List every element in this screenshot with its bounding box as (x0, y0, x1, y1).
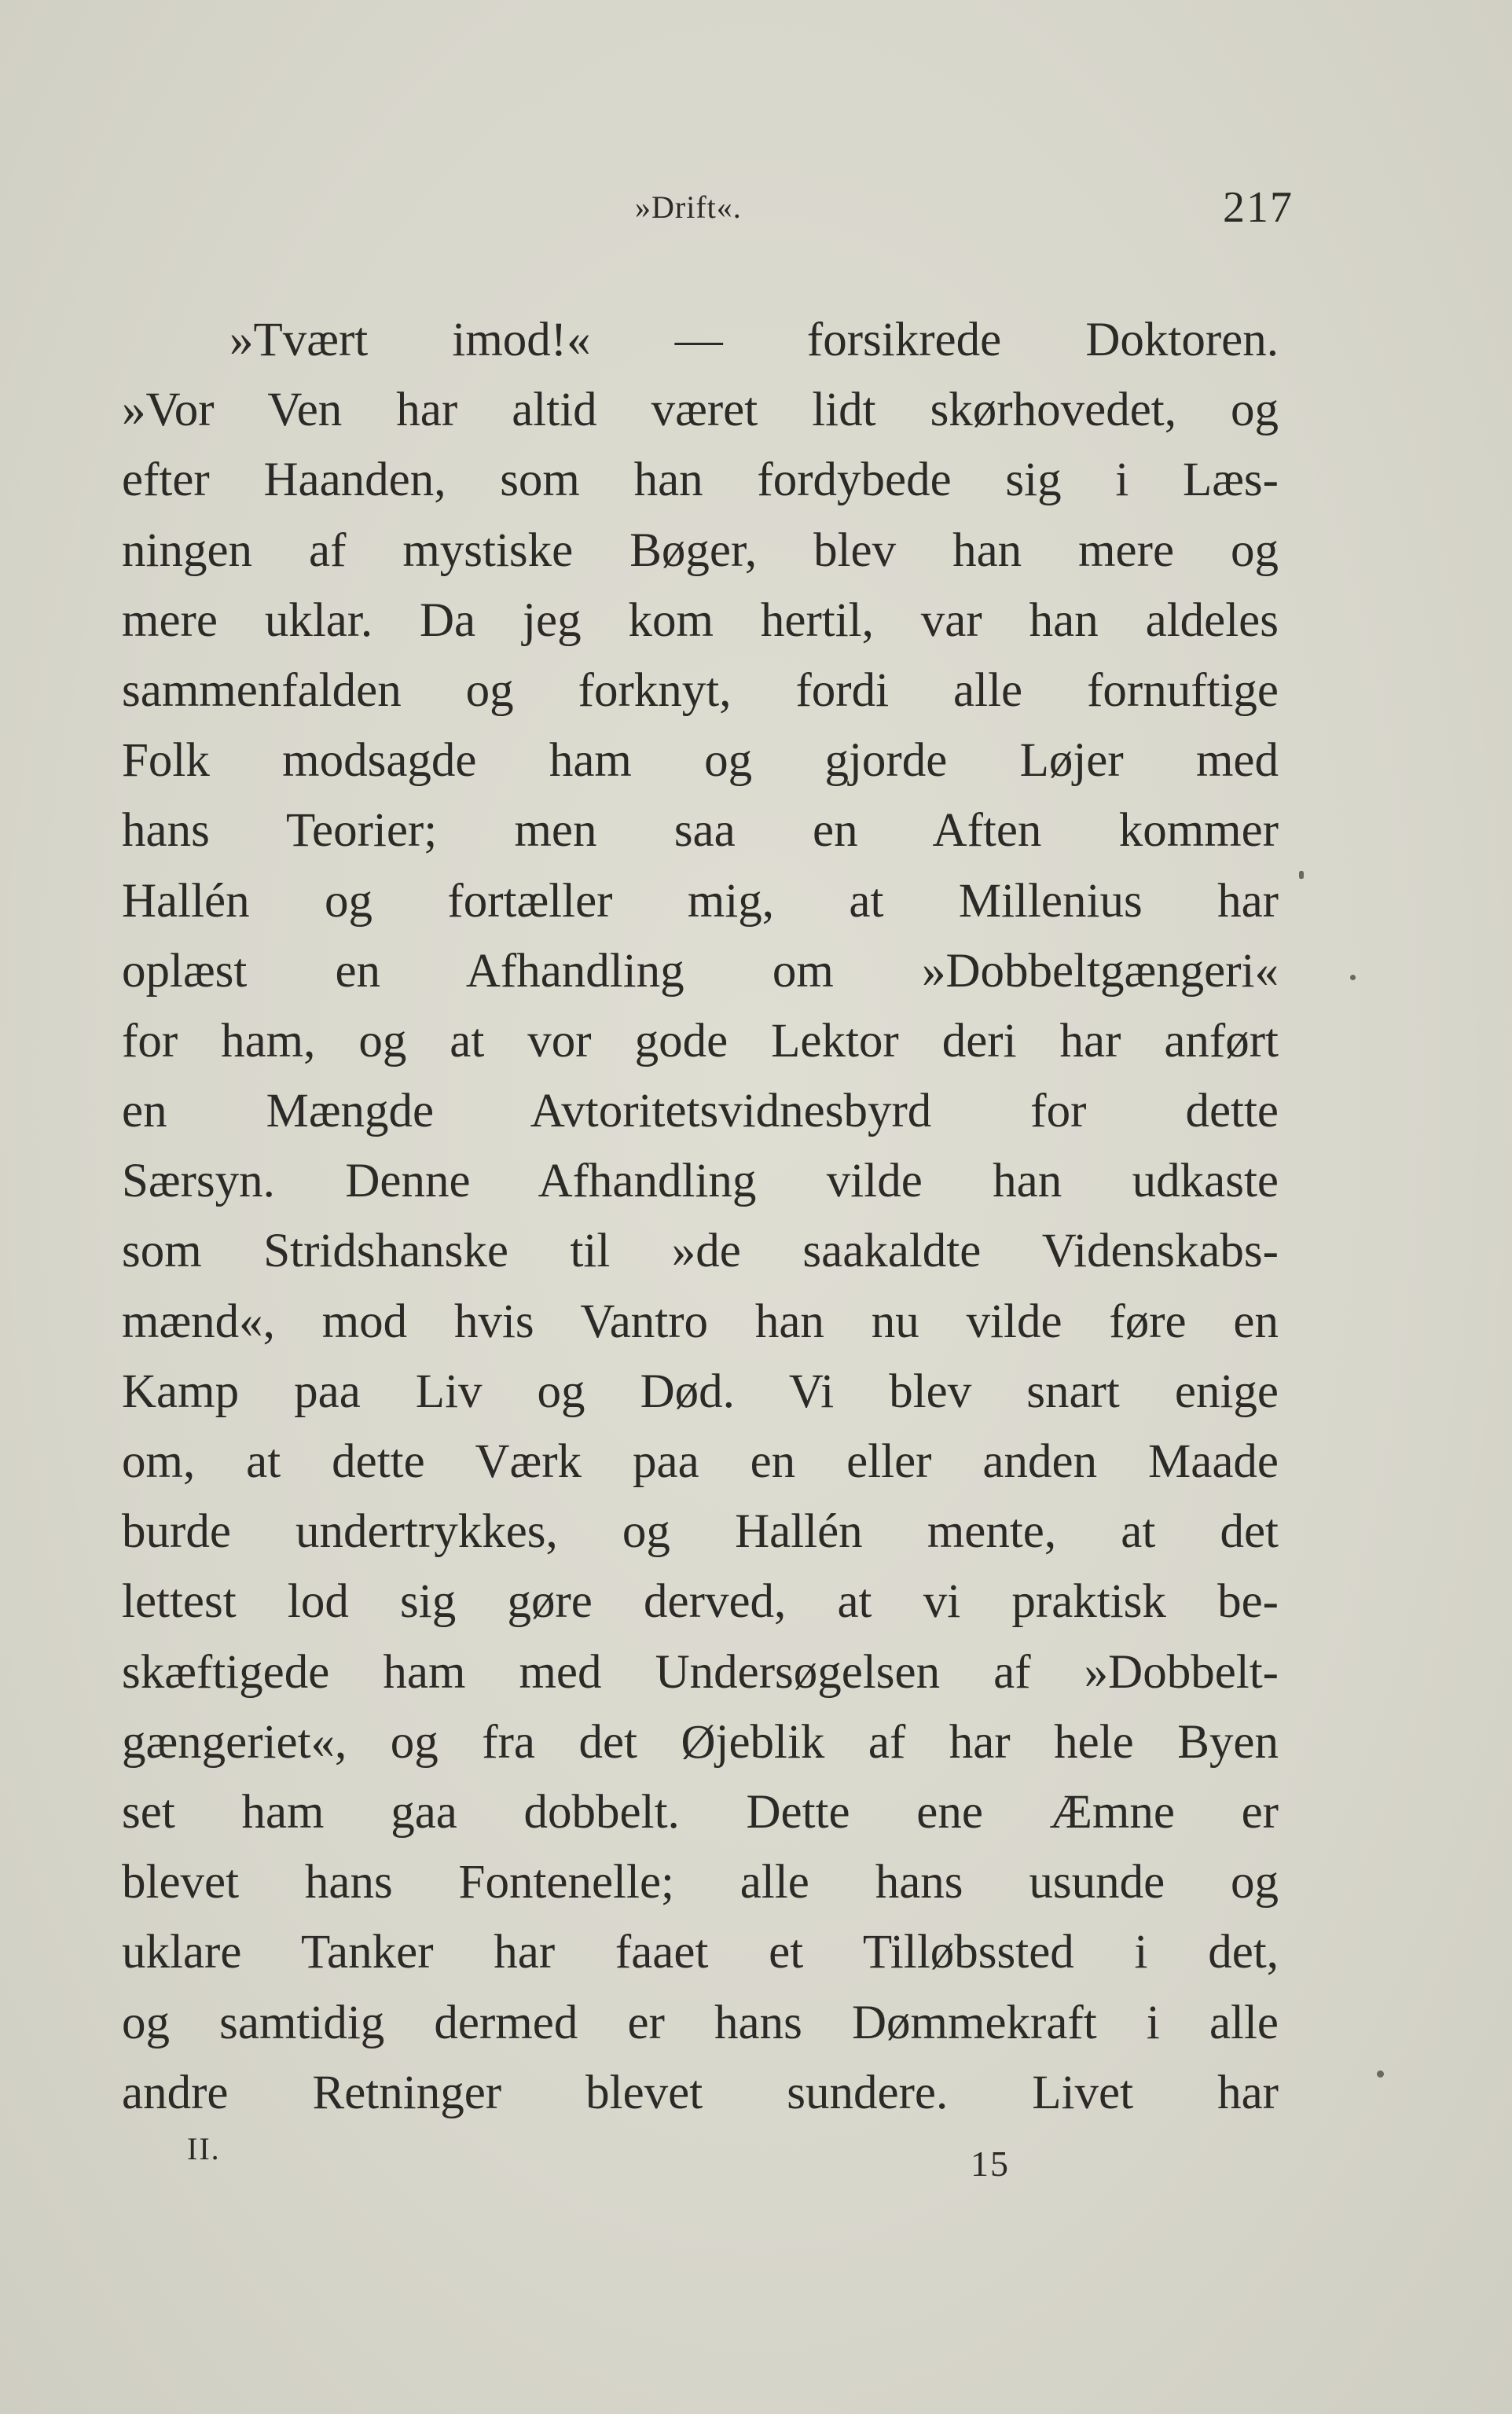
text-line: »Vor Ven har altid været lidt skørhovedet, og (122, 384, 1279, 437)
gathering-number: 15 (971, 2144, 1010, 2184)
text-line: efter Haanden, som han fordybede sig i Læs- (122, 454, 1279, 507)
text-line: og samtidig dermed er hans Dømmekraft i alle (122, 1996, 1279, 2049)
text-line: mere uklar. Da jeg kom hertil, var han aldeles (122, 593, 1279, 647)
text-line: hans Teorier; men saa en Aften kommer (122, 804, 1279, 858)
signature-mark: II. (187, 2131, 221, 2166)
text-line: lettest lod sig gøre derved, at vi praktisk be- (122, 1575, 1279, 1629)
text-line: gængeriet«, og fra det Øjeblik af har hele Byen (122, 1715, 1279, 1769)
text-line: burde undertrykkes, og Hallén mente, at det (122, 1505, 1279, 1559)
page-number: 217 (1223, 183, 1294, 232)
text-line: sammenfalden og forknyt, fordi alle fornuftige (122, 663, 1279, 717)
text-line: andre Retninger blevet sundere. Livet har (122, 2066, 1279, 2119)
text-line: ningen af mystiske Bøger, blev han mere og (122, 524, 1279, 577)
text-line: set ham gaa dobbelt. Dette ene Æmne er (122, 1785, 1279, 1839)
text-line: oplæst en Afhandling om »Dobbeltgængeri« (122, 944, 1279, 998)
text-line: for ham, og at vor gode Lektor deri har anført (122, 1014, 1279, 1067)
text-line: »Tvært imod!« — forsikrede Doktoren. (229, 314, 1279, 366)
text-line: skæftigede ham med Undersøgelsen af »Dobbelt- (122, 1645, 1279, 1699)
text-line: Særsyn. Denne Afhandling vilde han udkaste (122, 1155, 1279, 1208)
body-text (122, 305, 1279, 2128)
ink-speck (1377, 2070, 1384, 2078)
text-line: som Stridshanske til »de saakaldte Videnskabs- (122, 1225, 1279, 1278)
text-line: blevet hans Fontenelle; alle hans usunde og (122, 1856, 1279, 1909)
ink-speck (1350, 975, 1356, 980)
running-title: »Drift«. (635, 189, 742, 225)
text-line: uklare Tanker har faaet et Tilløbssted i det, (122, 1926, 1279, 1979)
text-line: Hallén og fortæller mig, at Millenius har (122, 874, 1279, 928)
text-line: mænd«, mod hvis Vantro han nu vilde føre en (122, 1295, 1279, 1348)
text-line: en Mængde Avtoritetsvidnesbyrd for dette (122, 1085, 1279, 1138)
running-head (0, 183, 1512, 242)
page-footer (0, 2122, 1512, 2185)
text-line: Kamp paa Liv og Død. Vi blev snart enige (122, 1365, 1279, 1418)
text-line: Folk modsagde ham og gjorde Løjer med (122, 734, 1279, 788)
ink-speck (1299, 871, 1304, 879)
text-line: om, at dette Værk paa en eller anden Maade (122, 1435, 1279, 1488)
